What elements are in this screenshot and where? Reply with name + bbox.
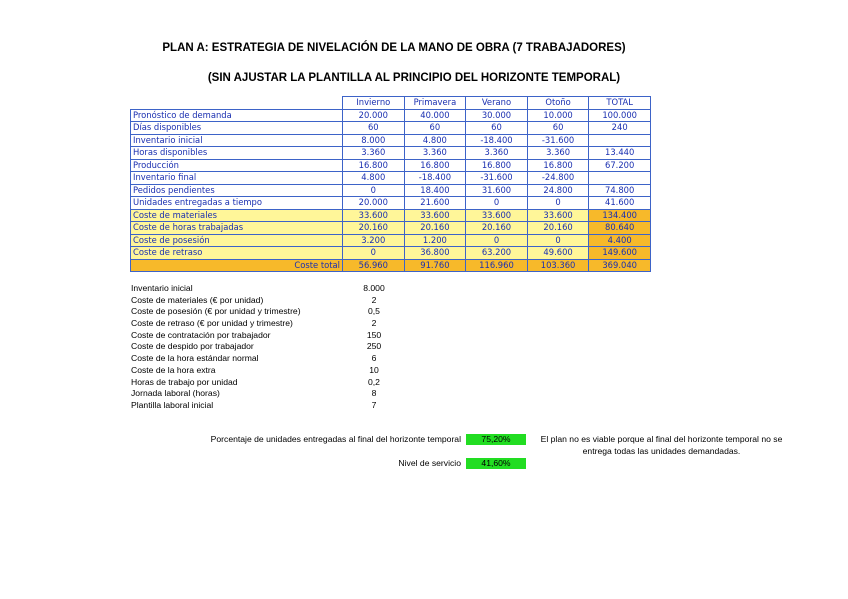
table-cell: 0 bbox=[527, 234, 589, 247]
table-cell: 74.800 bbox=[589, 184, 651, 197]
col-header-otono: Otoño bbox=[527, 97, 589, 110]
table-row bbox=[131, 134, 651, 147]
table-cell: 369.040 bbox=[589, 259, 651, 272]
parameter-label: Coste de materiales (€ por unidad) bbox=[131, 294, 264, 305]
parameter-row bbox=[131, 341, 391, 353]
row-label: Producción bbox=[131, 159, 343, 172]
table-row bbox=[131, 159, 651, 172]
table-row bbox=[131, 209, 651, 222]
table-cell: 3.360 bbox=[527, 147, 589, 160]
table-cell: 60 bbox=[404, 122, 466, 135]
service-level-label: Nivel de servicio bbox=[398, 458, 461, 468]
delivered-percent-label: Porcentaje de unidades entregadas al final del horizonte temporal bbox=[210, 434, 461, 444]
table-cell: 36.800 bbox=[404, 247, 466, 260]
row-label: Unidades entregadas a tiempo bbox=[131, 197, 343, 210]
parameter-value: 250 bbox=[366, 341, 382, 352]
parameter-row bbox=[131, 330, 391, 342]
table-cell: 41.600 bbox=[589, 197, 651, 210]
table-cell: 0 bbox=[466, 197, 528, 210]
parameter-row bbox=[131, 295, 391, 307]
table-cell: 31.600 bbox=[466, 184, 528, 197]
table-cell: -18.400 bbox=[466, 134, 528, 147]
table-row bbox=[131, 222, 651, 235]
table-cell: 30.000 bbox=[466, 109, 528, 122]
table-cell: 13.440 bbox=[589, 147, 651, 160]
table-cell: 16.800 bbox=[527, 159, 589, 172]
row-label: Coste de horas trabajadas bbox=[131, 222, 343, 235]
table-cell: 63.200 bbox=[466, 247, 528, 260]
col-header-primavera: Primavera bbox=[404, 97, 466, 110]
table-row bbox=[131, 172, 651, 185]
parameter-row bbox=[131, 388, 391, 400]
parameter-row bbox=[131, 377, 391, 389]
table-cell bbox=[589, 134, 651, 147]
parameter-label: Inventario inicial bbox=[131, 283, 193, 293]
parameter-label: Coste de despido por trabajador bbox=[131, 341, 254, 352]
parameter-row bbox=[131, 318, 391, 330]
table-cell: -31.600 bbox=[527, 134, 589, 147]
table-cell: 0 bbox=[343, 184, 405, 197]
row-label: Pedidos pendientes bbox=[131, 184, 343, 197]
parameter-value: 2 bbox=[371, 294, 377, 305]
table-cell: 100.000 bbox=[589, 109, 651, 122]
parameter-row bbox=[131, 353, 391, 365]
table-cell: 33.600 bbox=[466, 209, 528, 222]
table-cell: 67.200 bbox=[589, 159, 651, 172]
header-row bbox=[131, 97, 651, 110]
table-cell: 0 bbox=[343, 247, 405, 260]
parameter-value: 0,2 bbox=[368, 376, 380, 387]
table-row bbox=[131, 109, 651, 122]
table-cell: 8.000 bbox=[343, 134, 405, 147]
table-row bbox=[131, 259, 651, 272]
table-cell: 0 bbox=[527, 197, 589, 210]
table-row bbox=[131, 247, 651, 260]
parameter-row bbox=[131, 306, 391, 318]
table-cell: 16.800 bbox=[404, 159, 466, 172]
parameter-label: Jornada laboral (horas) bbox=[131, 388, 220, 399]
table-cell: 33.600 bbox=[527, 209, 589, 222]
row-label: Coste total bbox=[131, 259, 343, 272]
plan-table bbox=[130, 96, 651, 272]
table-cell bbox=[589, 172, 651, 185]
table-cell: 1.200 bbox=[404, 234, 466, 247]
table-cell: 49.600 bbox=[527, 247, 589, 260]
table-cell: -18.400 bbox=[404, 172, 466, 185]
table-cell: 20.160 bbox=[527, 222, 589, 235]
table-cell: 149.600 bbox=[589, 247, 651, 260]
row-label: Coste de posesión bbox=[131, 234, 343, 247]
parameter-row bbox=[131, 283, 391, 295]
parameter-value: 10 bbox=[369, 364, 379, 375]
table-row bbox=[131, 197, 651, 210]
table-row bbox=[131, 147, 651, 160]
parameter-value: 8.000 bbox=[363, 283, 385, 293]
page-subtitle: (SIN AJUSTAR LA PLANTILLA AL PRINCIPIO DEL HORIZONTE TEMPORAL) bbox=[207, 72, 621, 84]
col-header-verano: Verano bbox=[466, 97, 528, 110]
table-cell: 91.760 bbox=[404, 259, 466, 272]
row-label: Inventario inicial bbox=[131, 134, 343, 147]
table-cell: 103.360 bbox=[527, 259, 589, 272]
table-cell: 18.400 bbox=[404, 184, 466, 197]
table-cell: 20.160 bbox=[466, 222, 528, 235]
parameter-label: Coste de la hora extra bbox=[131, 364, 216, 375]
table-cell: 21.600 bbox=[404, 197, 466, 210]
table-cell: 60 bbox=[527, 122, 589, 135]
table-cell: 3.360 bbox=[404, 147, 466, 160]
parameter-value: 0,5 bbox=[368, 306, 380, 317]
table-cell: 240 bbox=[589, 122, 651, 135]
parameter-value: 7 bbox=[371, 399, 377, 410]
parameter-row bbox=[131, 365, 391, 377]
table-cell: 116.960 bbox=[466, 259, 528, 272]
table-cell: 20.160 bbox=[343, 222, 405, 235]
table-cell: 3.200 bbox=[343, 234, 405, 247]
parameter-row bbox=[131, 400, 391, 412]
parameter-value: 2 bbox=[371, 318, 377, 329]
table-row bbox=[131, 184, 651, 197]
row-label: Inventario final bbox=[131, 172, 343, 185]
row-label: Pronóstico de demanda bbox=[131, 109, 343, 122]
col-header-total: TOTAL bbox=[589, 97, 651, 110]
table-cell: 33.600 bbox=[404, 209, 466, 222]
service-level-value: 41,60% bbox=[466, 458, 526, 469]
table-cell: 40.000 bbox=[404, 109, 466, 122]
table-cell: 20.000 bbox=[343, 197, 405, 210]
row-label: Coste de retraso bbox=[131, 247, 343, 260]
table-cell: 60 bbox=[343, 122, 405, 135]
viability-note: El plan no es viable porque al final del horizonte temporal no se entrega todas las unidades demandadas. bbox=[540, 434, 783, 456]
parameters-list bbox=[131, 283, 391, 412]
col-header-invierno: Invierno bbox=[343, 97, 405, 110]
header-blank bbox=[131, 97, 343, 110]
parameter-value: 6 bbox=[371, 353, 377, 364]
table-cell: 16.800 bbox=[466, 159, 528, 172]
table-cell: 3.360 bbox=[466, 147, 528, 160]
page-title: PLAN A: ESTRATEGIA DE NIVELACIÓN DE LA MANO DE OBRA (7 TRABAJADORES) bbox=[162, 42, 626, 54]
table-cell: 4.800 bbox=[404, 134, 466, 147]
table-cell: 24.800 bbox=[527, 184, 589, 197]
table-cell: 60 bbox=[466, 122, 528, 135]
table-cell: 134.400 bbox=[589, 209, 651, 222]
delivered-percent-value: 75,20% bbox=[466, 434, 526, 445]
parameter-label: Coste de contratación por trabajador bbox=[131, 329, 271, 340]
table-cell: 3.360 bbox=[343, 147, 405, 160]
row-label: Coste de materiales bbox=[131, 209, 343, 222]
table-cell: 4.400 bbox=[589, 234, 651, 247]
table-cell: 0 bbox=[466, 234, 528, 247]
parameter-label: Coste de posesión (€ por unidad y trimestre) bbox=[131, 306, 301, 317]
table-cell: 20.000 bbox=[343, 109, 405, 122]
table-cell: 16.800 bbox=[343, 159, 405, 172]
table-row bbox=[131, 122, 651, 135]
parameter-label: Horas de trabajo por unidad bbox=[131, 376, 238, 387]
parameter-label: Plantilla laboral inicial bbox=[131, 399, 214, 410]
parameter-value: 150 bbox=[366, 329, 382, 340]
table-cell: -24.800 bbox=[527, 172, 589, 185]
table-cell: -31.600 bbox=[466, 172, 528, 185]
table-cell: 4.800 bbox=[343, 172, 405, 185]
table-cell: 20.160 bbox=[404, 222, 466, 235]
row-label: Horas disponibles bbox=[131, 147, 343, 160]
table-cell: 56.960 bbox=[343, 259, 405, 272]
parameter-label: Coste de la hora estándar normal bbox=[131, 353, 259, 364]
row-label: Días disponibles bbox=[131, 122, 343, 135]
parameter-value: 8 bbox=[371, 388, 377, 399]
table-row bbox=[131, 234, 651, 247]
table-cell: 10.000 bbox=[527, 109, 589, 122]
parameter-label: Coste de retraso (€ por unidad y trimestre) bbox=[131, 318, 293, 329]
table-cell: 33.600 bbox=[343, 209, 405, 222]
table-cell: 80.640 bbox=[589, 222, 651, 235]
